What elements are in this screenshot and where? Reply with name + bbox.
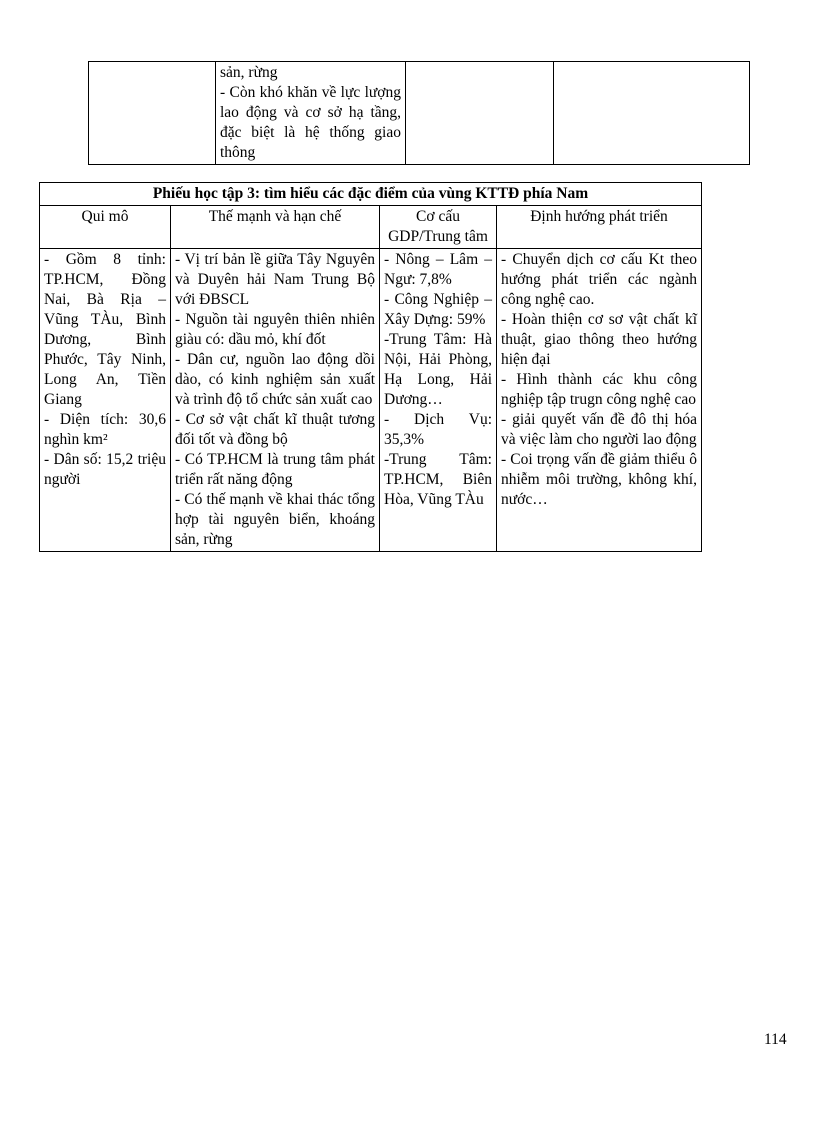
orientation-cell: [497, 249, 702, 552]
cell-line: - Còn khó khăn về lực lượng lao động và cơ sở hạ tầng, đặc biệt là hệ thống giao thông: [220, 84, 401, 161]
table-cell: [89, 62, 216, 165]
worksheet-table: [39, 182, 702, 552]
cell-line: - Hoàn thiện cơ sơ vật chất kĩ thuật, giao thông theo hướng hiện đại: [501, 311, 697, 368]
cell-line: - Công Nghiệp – Xây Dựng: 59%: [384, 291, 492, 328]
cell-line: - Nông – Lâm – Ngư: 7,8%: [384, 251, 492, 288]
cell-line: - Coi trọng vấn đề giảm thiểu ô nhiễm môi trường, không khí, nước…: [501, 451, 697, 508]
cell-line: - Dân cư, nguồn lao động dồi dào, có kinh nghiệm sản xuất và trình độ tổ chức sản xuất cao: [175, 351, 375, 408]
table-cell: [554, 62, 750, 165]
cell-line: - Chuyển dịch cơ cấu Kt theo hướng phát triển các ngành công nghệ cao.: [501, 251, 697, 308]
worksheet-title: Phiếu học tập 3: tìm hiểu các đặc điểm của vùng KTTĐ phía Nam: [40, 183, 702, 206]
scale-cell: [40, 249, 171, 552]
table-cell: [216, 62, 406, 165]
table-row: [40, 249, 702, 552]
cell-line: sản, rừng: [220, 64, 278, 81]
gdp-cell: [380, 249, 497, 552]
column-header: Thế mạnh và hạn chế: [171, 206, 380, 249]
column-header: Qui mô: [40, 206, 171, 249]
page-number: 114: [764, 1031, 787, 1048]
continuation-table: [88, 61, 750, 165]
table-row: [89, 62, 750, 165]
cell-line: - Gồm 8 tỉnh: TP.HCM, Đồng Nai, Bà Rịa – Vũng TÀu, Bình Dương, Bình Phước, Tây Ninh, Long An, Tiền Giang: [44, 251, 166, 408]
cell-line: - Dịch Vụ: 35,3%: [384, 411, 492, 448]
table-row: [40, 183, 702, 206]
cell-line: - Hình thành các khu công nghiệp tập trugn công nghệ cao: [501, 371, 697, 408]
header-row: [40, 206, 702, 249]
cell-line: - Diện tích: 30,6 nghìn km²: [44, 411, 166, 448]
cell-line: - Nguồn tài nguyên thiên nhiên giàu có: dầu mỏ, khí đốt: [175, 311, 375, 348]
column-header: Cơ cấu GDP/Trung tâm: [380, 206, 497, 249]
cell-line: -Trung Tâm: TP.HCM, Biên Hòa, Vũng TÀu: [384, 451, 492, 508]
table-cell: [406, 62, 554, 165]
cell-line: -Trung Tâm: Hà Nội, Hải Phòng, Hạ Long, Hải Dương…: [384, 331, 492, 408]
strengths-cell: [171, 249, 380, 552]
cell-line: - Vị trí bản lề giữa Tây Nguyên và Duyên hải Nam Trung Bộ với ĐBSCL: [175, 251, 375, 308]
cell-line: - Có TP.HCM là trung tâm phát triển rất năng động: [175, 451, 375, 488]
cell-line: - Cơ sở vật chất kĩ thuật tương đối tốt và đồng bộ: [175, 411, 375, 448]
cell-line: - Dân số: 15,2 triệu người: [44, 451, 166, 488]
cell-line: - Có thế mạnh về khai thác tổng hợp tài nguyên biển, khoáng sản, rừng: [175, 491, 375, 548]
column-header: Định hướng phát triển: [497, 206, 702, 249]
cell-line: - giải quyết vấn đề đô thị hóa và việc làm cho người lao động: [501, 411, 697, 448]
